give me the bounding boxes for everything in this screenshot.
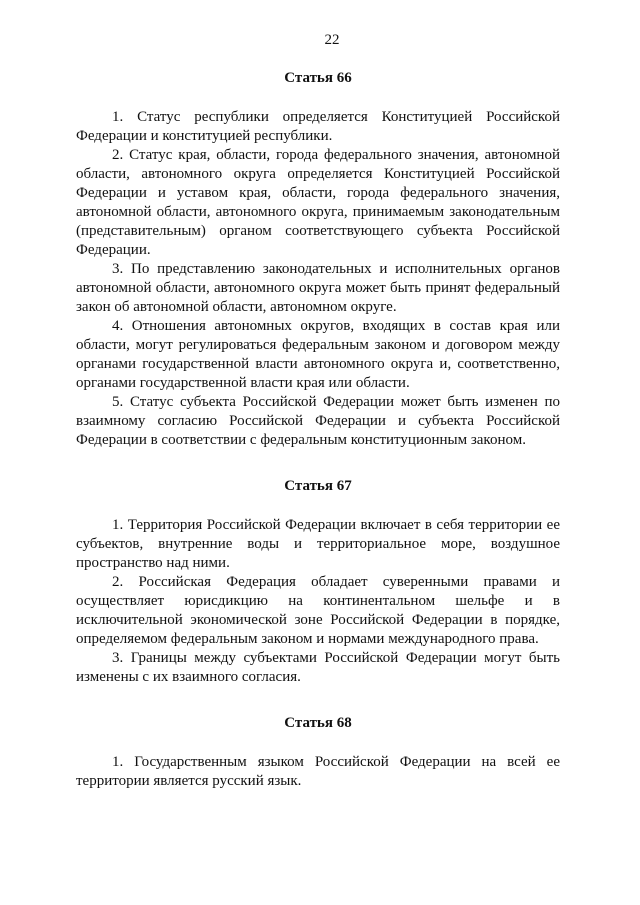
article-paragraph: 1. Государственным языком Российской Федерации на всей ее территории является русский язык.: [76, 754, 560, 789]
article-paragraph: 1. Территория Российской Федерации включает в себя территории ее субъектов, внутренние воды и территориальное море, воздушное пространство над ними.: [76, 517, 560, 571]
article-paragraph: 4. Отношения автономных округов, входящих в состав края или области, могут регулироваться федеральным законом и договором между органами государственной власти автономного округа и, соответственно, органами государственной власти края или области.: [76, 318, 560, 391]
article-title: Статья 66: [284, 70, 352, 86]
article-67: [76, 476, 560, 687]
article-paragraph: 3. Границы между субъектами Российской Федерации могут быть изменены с их взаимного согласия.: [76, 650, 560, 685]
document-page: [76, 30, 560, 817]
article-68: [76, 713, 560, 791]
article-paragraph: 5. Статус субъекта Российской Федерации может быть изменен по взаимному согласию Российской Федерации и субъекта Российской Федерации в соответствии с федеральным конституционным законом.: [76, 394, 560, 448]
page-number: 22: [324, 32, 340, 48]
article-paragraph: 2. Статус края, области, города федерального значения, автономной области, автономного округа определяется Конституцией Российской Федерации и уставом края, области, города федерального значения, автономной области, автономного округа, принимаемым законодательным (представительным) органом соответствующего субъекта Российской Федерации.: [76, 147, 560, 258]
article-paragraph: 2. Российская Федерация обладает суверенными правами и осуществляет юрисдикцию на континентальном шельфе и в исключительной экономической зоне Российской Федерации в порядке, определяемом федеральным законом и нормами международного права.: [76, 574, 560, 647]
article-paragraph: 3. По представлению законодательных и исполнительных органов автономной области, автономного округа может быть принят федеральный закон об автономной области, автономном округе.: [76, 261, 560, 315]
article-paragraph: 1. Статус республики определяется Конституцией Российской Федерации и конституцией республики.: [76, 109, 560, 144]
article-66: [76, 68, 560, 450]
article-title: Статья 68: [284, 715, 352, 731]
article-title: Статья 67: [284, 478, 352, 494]
